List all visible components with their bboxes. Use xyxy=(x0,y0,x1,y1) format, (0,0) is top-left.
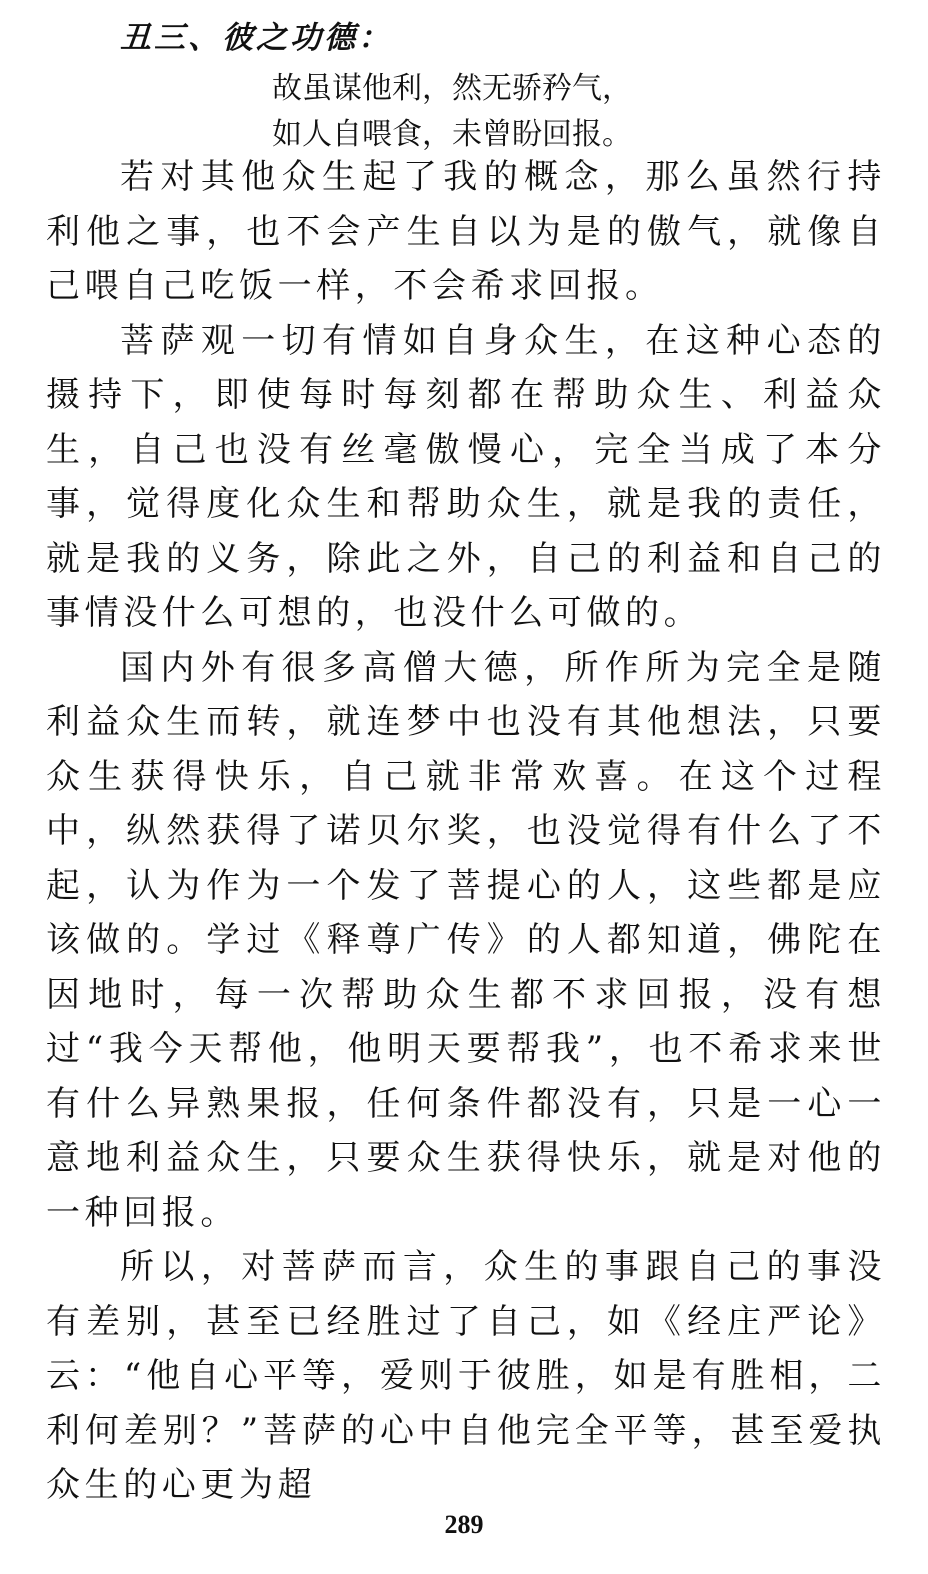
paragraph-2: 菩萨观一切有情如自身众生，在这种心态的摄持下，即使每时每刻都在帮助众生、利益众生，自己也没有丝毫傲慢心，完全当成了本分事，觉得度化众生和帮助众生，就是我的责任，就是我的义务，除此之外，自己的利益和自己的事情没什么可想的，也没什么可做的。 xyxy=(46,320,886,633)
paragraph-1: 若对其他众生起了我的概念，那么虽然行持利他之事，也不会产生自以为是的傲气，就像自己喂自己吃饭一样，不会希求回报。 xyxy=(46,157,886,306)
verse-block xyxy=(272,66,632,158)
paragraph-4: 所以，对菩萨而言，众生的事跟自己的事没有差别，甚至已经胜过了自己，如《经庄严论》云：“他自心平等，爱则于彼胜，如是有胜相，二利何差别？”菩萨的心中自他完全平等，甚至爱执众生的心更为超 xyxy=(46,1247,886,1505)
body-text xyxy=(46,150,886,1513)
paragraph-3: 国内外有很多高僧大德，所作所为完全是随利益众生而转，就连梦中也没有其他想法，只要众生获得快乐，自己就非常欢喜。在这个过程中，纵然获得了诺贝尔奖，也没觉得有什么了不起，认为作为一个发了菩提心的人，这些都是应该做的。学过《释尊广传》的人都知道，佛陀在因地时，每一次帮助众生都不求回报，没有想过“我今天帮他，他明天要帮我”，也不希求来世有什么异熟果报，任何条件都没有，只是一心一意地利益众生，只要众生获得快乐，就是对他的一种回报。 xyxy=(46,647,886,1233)
page-number: 289 xyxy=(444,1510,484,1539)
verse-line-1: 故虽谋他利，然无骄矜气， xyxy=(272,71,632,106)
section-heading: 丑三、彼之功德： xyxy=(120,20,392,56)
verse-line-2: 如人自喂食，未曾盼回报。 xyxy=(272,117,632,152)
